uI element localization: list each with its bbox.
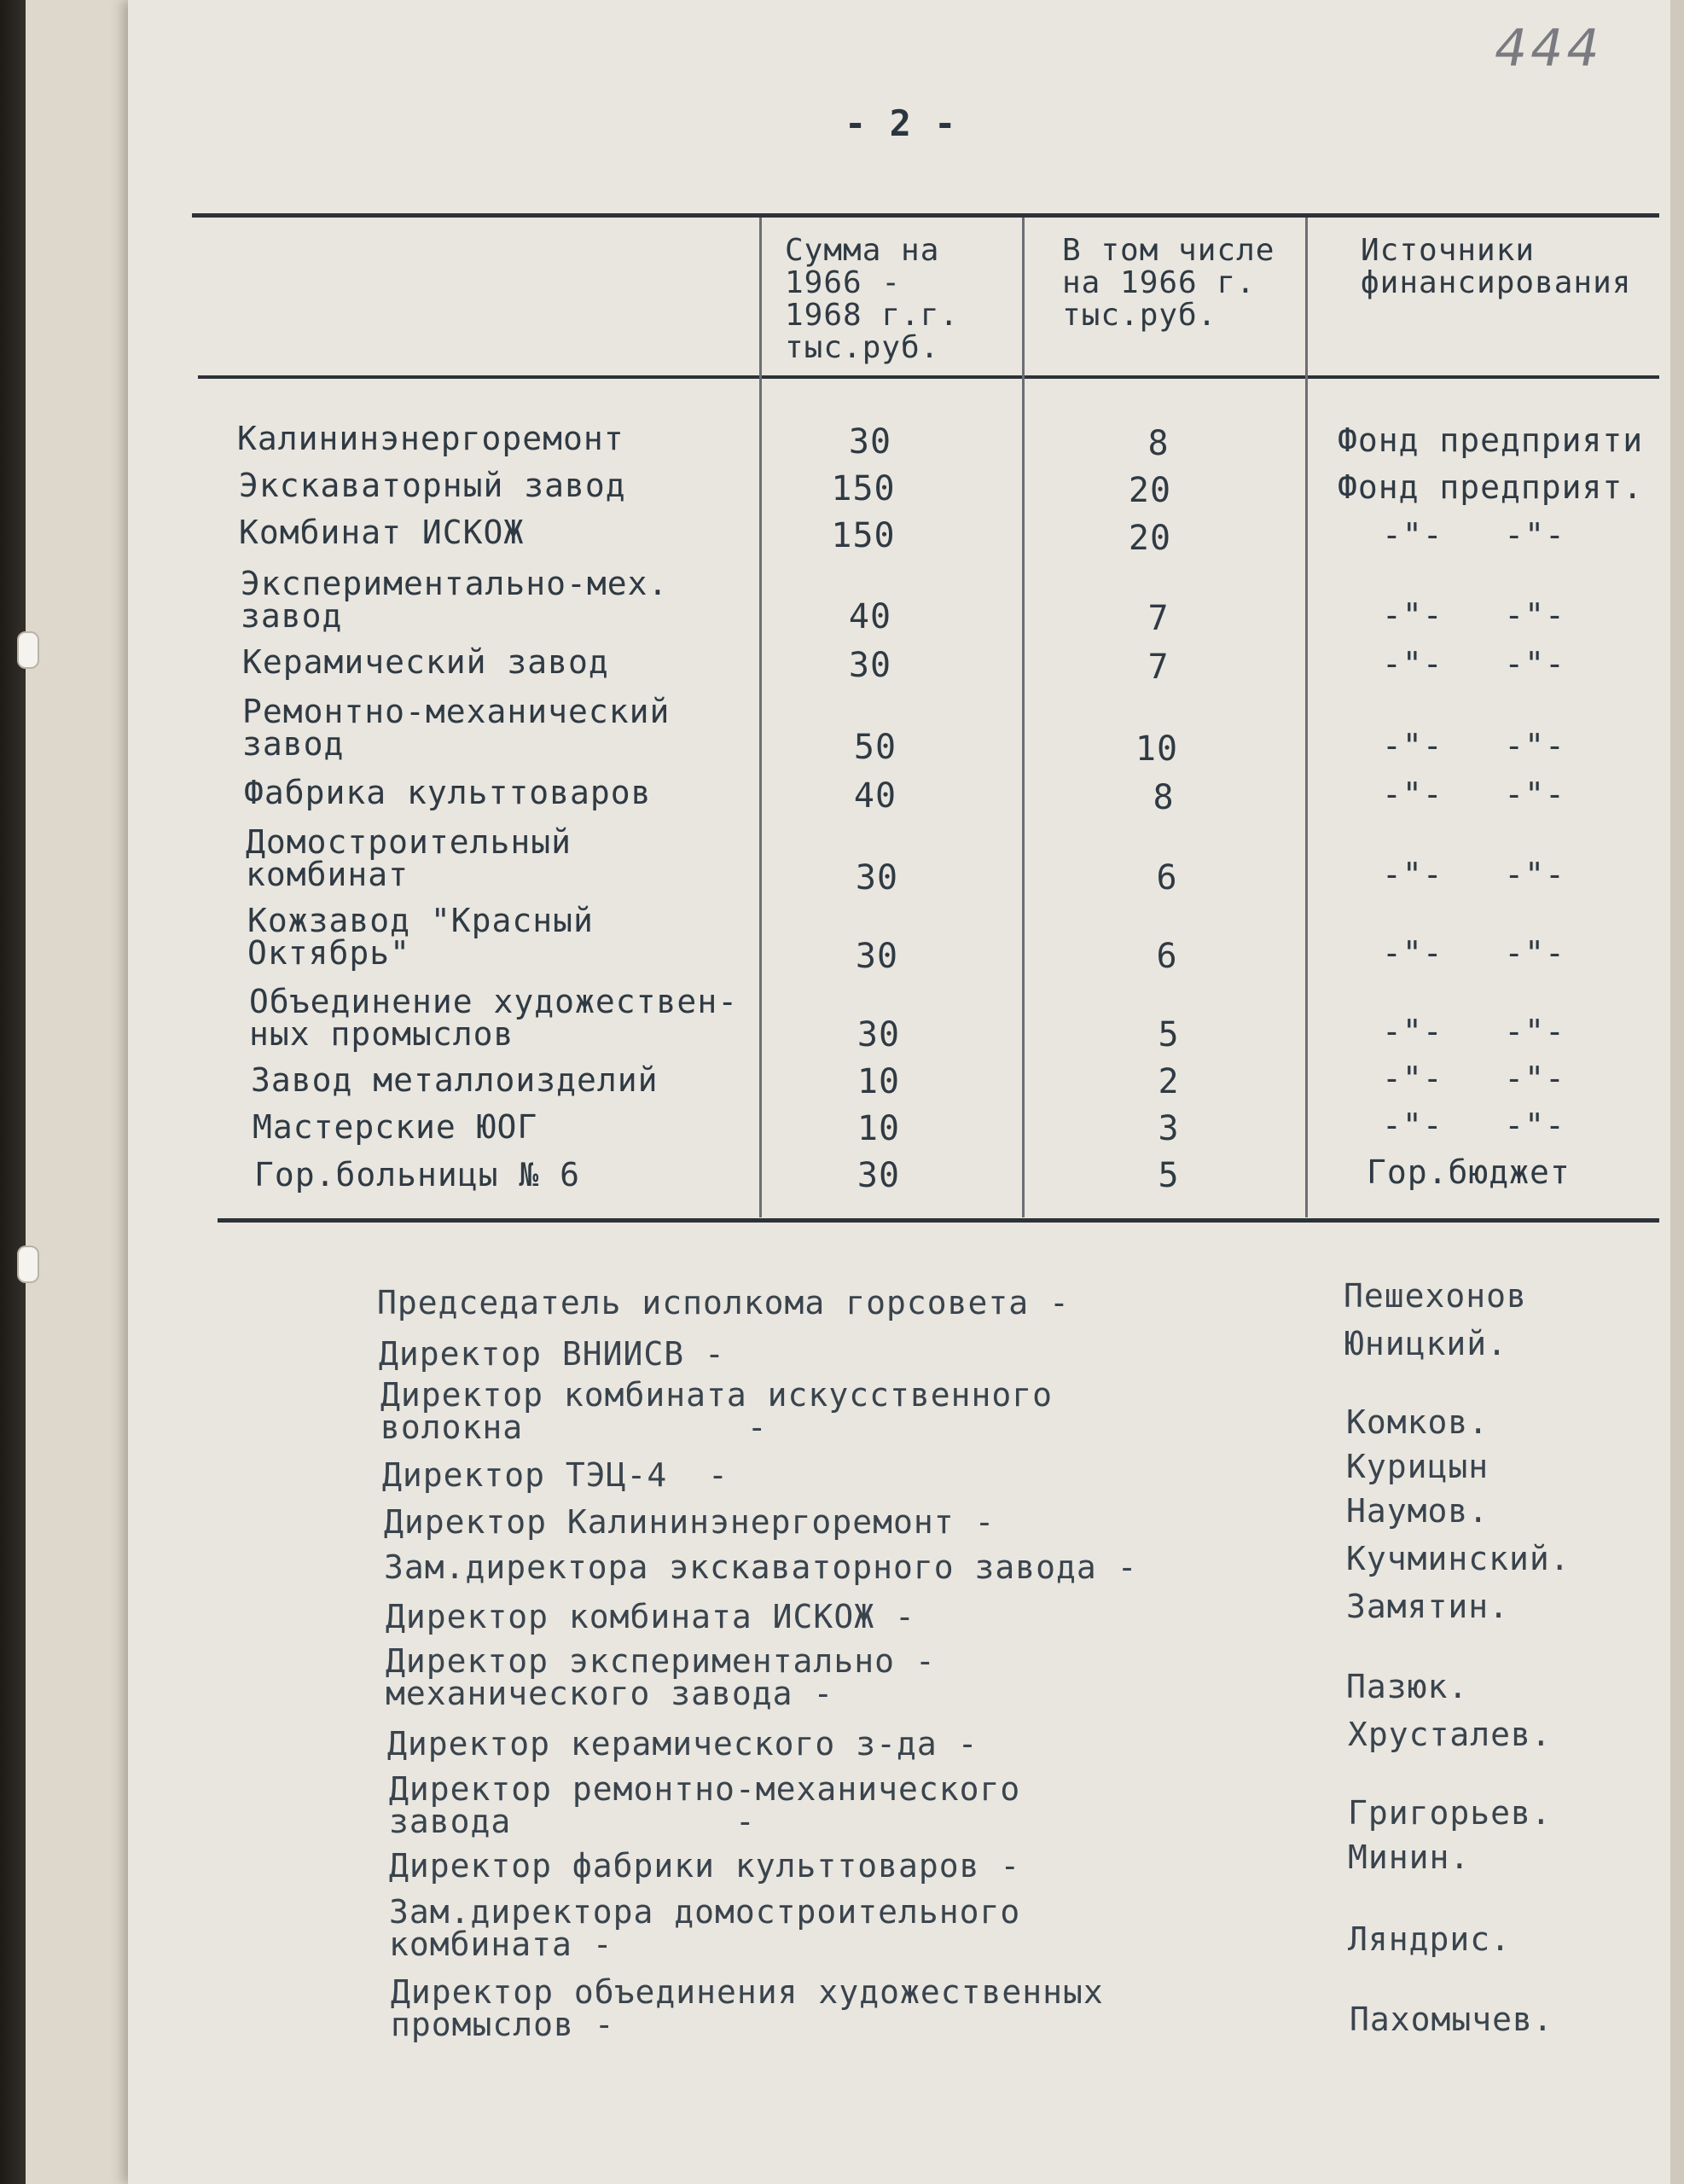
row-sum: 40 bbox=[848, 597, 892, 636]
row-name: Завод металлоизделий bbox=[251, 1061, 659, 1099]
signatory-title: Директор экспериментально - механического завода - bbox=[386, 1642, 936, 1712]
signatory-title: Председатель исполкома горсовета - bbox=[377, 1284, 1070, 1321]
header-source: Источники финансирования bbox=[1361, 233, 1632, 300]
page-number: - 2 - bbox=[845, 102, 957, 144]
row-sum: 150 bbox=[831, 516, 896, 555]
signatory-title: Директор ВНИИСВ - bbox=[379, 1335, 725, 1373]
row-sum: 150 bbox=[831, 469, 896, 508]
binding-hole bbox=[17, 1246, 39, 1283]
signatory-title: Директор фабрики культтоваров - bbox=[389, 1847, 1021, 1885]
row-name: Объединение художествен- ных промыслов bbox=[249, 983, 739, 1053]
header-1966: В том числе на 1966 г. тыс.руб. bbox=[1062, 233, 1275, 333]
row-1966: 6 bbox=[1156, 858, 1178, 897]
row-1966: 5 bbox=[1158, 1015, 1180, 1054]
row-sum: 40 bbox=[853, 776, 897, 816]
row-name: Кожзавод "Красный Октябрь" bbox=[247, 902, 594, 972]
row-name: Керамический завод bbox=[242, 643, 609, 681]
row-source: Гор.бюджет bbox=[1367, 1153, 1571, 1191]
row-1966: 3 bbox=[1158, 1109, 1180, 1148]
row-name: Ремонтно-механический завод bbox=[242, 693, 671, 763]
signatory-name: Наумов. bbox=[1346, 1492, 1489, 1530]
row-source: -"- -"- bbox=[1382, 645, 1565, 682]
row-source: -"- -"- bbox=[1382, 727, 1565, 764]
signatory-name: Кучминский. bbox=[1346, 1540, 1571, 1577]
column-divider bbox=[759, 218, 762, 1217]
signatory-title: Зам.директора домостроительного комбината - bbox=[389, 1893, 1021, 1963]
signatory-name: Юницкий. bbox=[1344, 1325, 1508, 1362]
row-name: Мастерские ЮОГ bbox=[253, 1108, 538, 1146]
table-top-rule bbox=[192, 213, 1659, 218]
row-name: Комбинат ИСКОЖ bbox=[239, 514, 525, 551]
row-1966: 6 bbox=[1156, 937, 1178, 976]
row-sum: 30 bbox=[855, 937, 899, 976]
binding-hole bbox=[17, 631, 39, 669]
row-1966: 8 bbox=[1147, 424, 1170, 463]
signatory-title: Директор комбината ИСКОЖ - bbox=[386, 1598, 915, 1635]
signatory-name: Курицын bbox=[1346, 1448, 1489, 1485]
row-sum: 10 bbox=[857, 1062, 901, 1101]
row-1966: 10 bbox=[1135, 729, 1179, 769]
row-name: Калининэнергоремонт bbox=[237, 420, 624, 457]
signatory-title: Директор ремонтно-механического завода - bbox=[389, 1770, 1021, 1840]
row-sum: 30 bbox=[848, 646, 892, 685]
row-source: -"- -"- bbox=[1382, 1107, 1565, 1144]
row-name: Домостроительный комбинат bbox=[246, 823, 572, 893]
row-source: Фонд предприят. bbox=[1338, 468, 1644, 506]
signatory-title: Директор объединения художественных промыслов - bbox=[391, 1973, 1104, 2043]
signatory-name: Ляндрис. bbox=[1348, 1920, 1512, 1958]
row-name: Гор.больницы № 6 bbox=[254, 1156, 581, 1194]
signatory-name: Пазюк. bbox=[1346, 1668, 1469, 1705]
signatory-title: Директор керамического з-да - bbox=[387, 1725, 978, 1763]
signatory-name: Григорьев. bbox=[1348, 1794, 1552, 1832]
row-1966: 20 bbox=[1128, 471, 1172, 510]
row-1966: 7 bbox=[1147, 599, 1170, 638]
signatory-name: Пешехонов bbox=[1344, 1277, 1527, 1315]
column-divider bbox=[1022, 218, 1025, 1217]
row-source: -"- -"- bbox=[1382, 1060, 1565, 1097]
row-name: Экспериментально-мех. завод bbox=[241, 565, 669, 635]
row-source: -"- -"- bbox=[1382, 1013, 1565, 1050]
row-source: Фонд предприяти bbox=[1338, 421, 1644, 459]
row-sum: 50 bbox=[853, 728, 897, 767]
row-source: -"- -"- bbox=[1382, 596, 1565, 634]
row-name: Фабрика культтоваров bbox=[244, 774, 652, 811]
signatory-title: Директор Калининэнергоремонт - bbox=[384, 1503, 996, 1541]
signatory-name: Замятин. bbox=[1346, 1588, 1510, 1625]
row-source: -"- -"- bbox=[1382, 934, 1565, 972]
row-1966: 7 bbox=[1147, 648, 1170, 687]
row-source: -"- -"- bbox=[1382, 856, 1565, 893]
signatory-name: Минин. bbox=[1348, 1838, 1471, 1876]
header-sum: Сумма на 1966 - 1968 г.г. тыс.руб. bbox=[785, 233, 960, 365]
table-bottom-rule bbox=[218, 1218, 1659, 1223]
row-source: -"- -"- bbox=[1382, 516, 1565, 554]
row-sum: 10 bbox=[857, 1109, 901, 1148]
archive-annotation: 444 bbox=[1495, 19, 1603, 78]
signatory-title: Директор комбината искусственного волокна - bbox=[380, 1376, 1053, 1446]
row-sum: 30 bbox=[857, 1156, 901, 1195]
signatory-name: Хрусталев. bbox=[1348, 1716, 1552, 1753]
row-sum: 30 bbox=[848, 422, 892, 462]
row-source: -"- -"- bbox=[1382, 775, 1565, 813]
page-right-edge bbox=[1670, 0, 1684, 2184]
row-1966: 5 bbox=[1158, 1156, 1180, 1195]
row-sum: 30 bbox=[855, 858, 899, 897]
row-1966: 2 bbox=[1158, 1062, 1180, 1101]
column-divider bbox=[1305, 218, 1308, 1217]
row-sum: 30 bbox=[857, 1015, 901, 1054]
row-name: Экскаваторный завод bbox=[239, 467, 626, 504]
row-1966: 20 bbox=[1128, 519, 1172, 558]
signatory-name: Пахомычев. bbox=[1350, 2001, 1553, 2038]
signatory-title: Зам.директора экскаваторного завода - bbox=[384, 1548, 1138, 1586]
signatory-name: Комков. bbox=[1346, 1403, 1489, 1441]
row-1966: 8 bbox=[1153, 778, 1175, 817]
header-rule bbox=[198, 375, 1659, 379]
signatory-title: Директор ТЭЦ-4 - bbox=[382, 1456, 729, 1494]
